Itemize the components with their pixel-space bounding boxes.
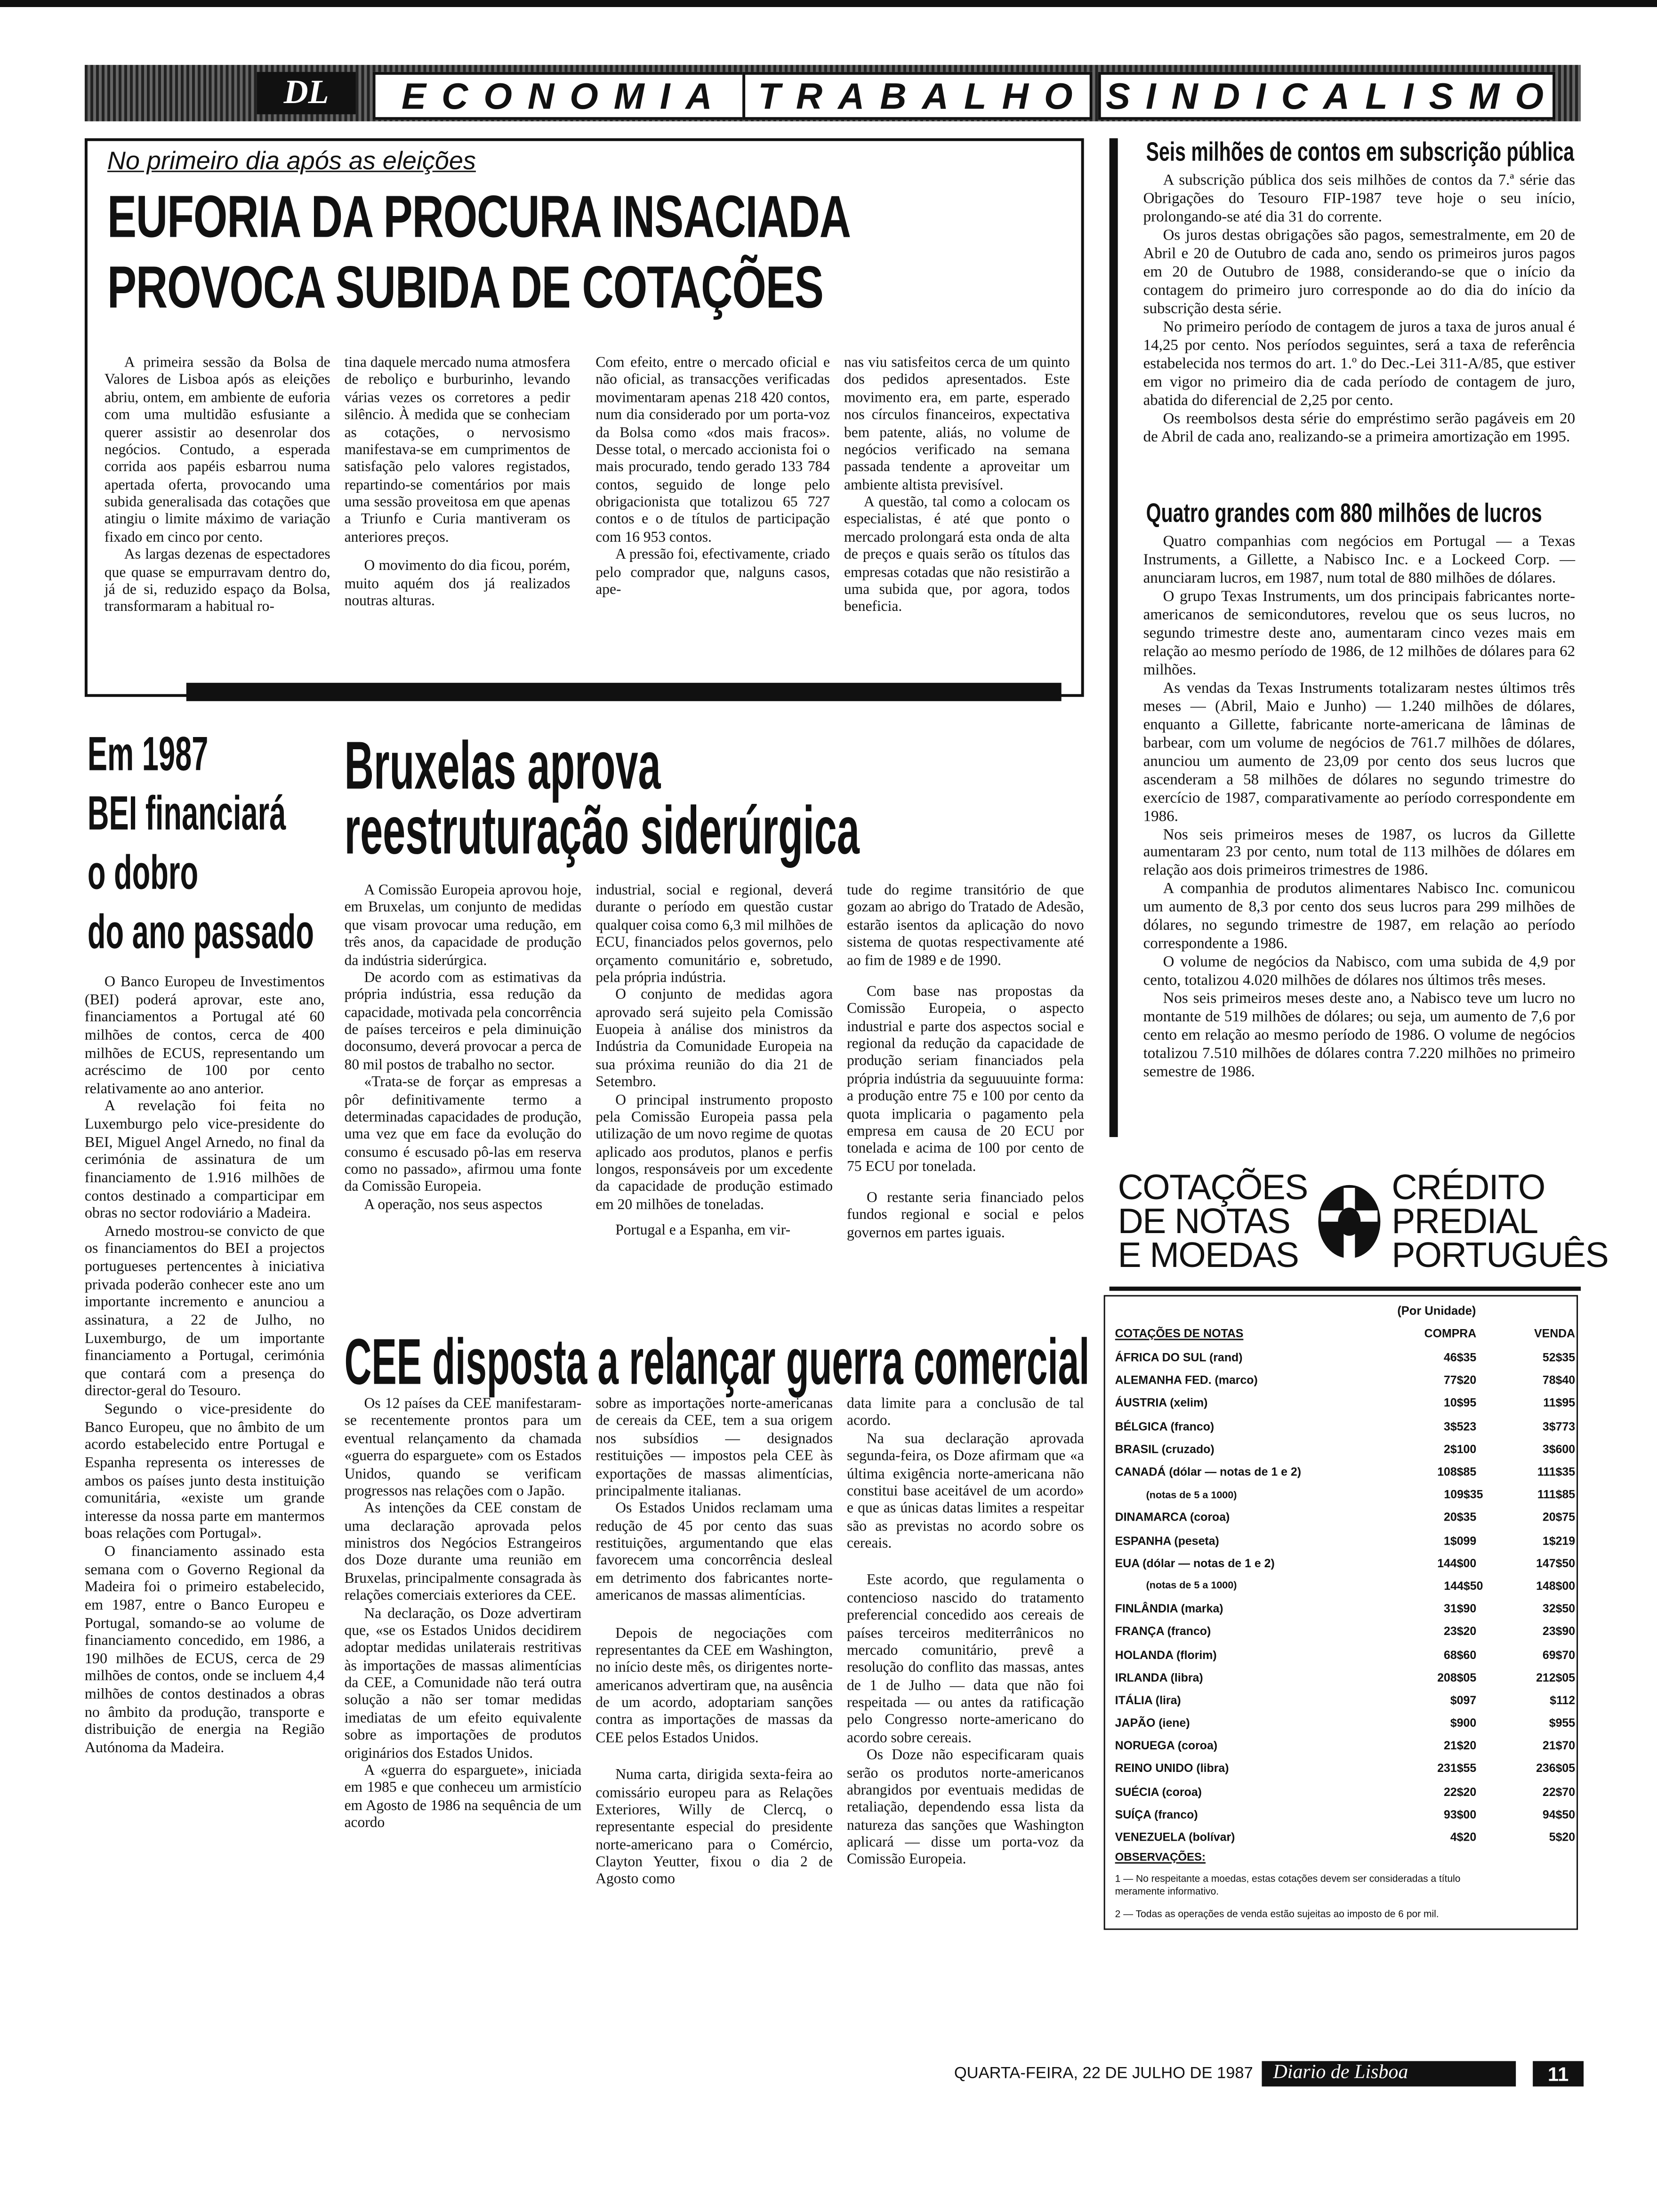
bei-p4: Segundo o vice-presidente do Banco Europeu, que no âmbito de um acordo estabelecido entre Portugal e Espanha representa os interesses de ambos os países junto desta instituição comunitária, «existe um grande interesse da nossa parte em mantermos boas relações com Portugal». [84, 1401, 325, 1543]
cee-col2-p2: Os Estados Unidos reclamam uma redução de 45 por cento das suas restituições, argumentando que elas favorecem uma concorrência desleal em detrimento dos fabricantes norte-americanos de massas alimentícias. [595, 1501, 833, 1604]
cpp-ad [1115, 1160, 1609, 1281]
rates-row-sell: 111$35 [1537, 1464, 1576, 1479]
rates-row-sell: 94$50 [1542, 1807, 1576, 1821]
bei-headline-1: Em 1987 [87, 728, 209, 782]
rates-row-name: CANADÁ (dólar — notas de 1 e 2) [1115, 1464, 1302, 1479]
bruxelas-col1-p3: «Trata-se de forçar as empresas a pôr definitivamente termo a determinadas capacidades de produção, uma vez que em face da evolução do consumo é escusado pô-las em reserva como no passado», afirmou uma fonte da Comissão Europeia. [344, 1075, 582, 1196]
quatro-p3: As vendas da Texas Instruments totalizaram nestes últimos três meses — (Abril, Maio e Junho) — 1.240 milhões de dólares, enquanto a Gillette, fabricante norte-americana de lâminas de barbear, com um volume de negócios de 761.7 milhões de dólares, anunciou um aumento de 23,09 por cento dos seus lucros que ascenderam a 58 milhões de dólares no segundo trimestre do exercício de 1987, comparativamente ao período correspondente em 1986. [1143, 680, 1576, 825]
rates-row [1115, 1780, 1575, 1803]
rates-row [1115, 1803, 1575, 1826]
bruxelas-col1-p1: A Comissão Europeia aprovou hoje, em Bruxelas, um conjunto de medidas que visam provocar uma redução, em três anos, da capacidade de produção da indústria siderúrgica. [344, 883, 582, 969]
rates-row-sell: 52$35 [1542, 1350, 1576, 1364]
lead-col2-p1: tina daquele mercado numa atmosfera de reboliço e burburinho, levando várias vezes os corretores a pedir silêncio. À medida que se conheciam as cotações, o nervosismo manifestava-se em cumprimentos de satisfação pelo valores registados, repartindo-se comentários por mais uma sessão proveitosa em que apenas a Triunfo e Curia mantiveram os anteriores preços. [344, 355, 571, 546]
rates-row-buy: 46$35 [1444, 1350, 1477, 1364]
rates-row-name: (notas de 5 a 1000) [1146, 1579, 1237, 1592]
cee-col3-p4: Os Doze não especificaram quais serão os produtos norte-americanos abrangidos por eventuais medidas de retaliação, dependendo essa lista da natureza das sanções que Washington aplicará — disse um porta-voz da Comissão Europeia. [846, 1748, 1084, 1868]
cee-col2-p4: Numa carta, dirigida sexta-feira ao comissário europeu para as Relações Exteriores, Willy de Clercq, o representante especial do presidente norte-americano para o Comércio, Clayton Yeutter, fixou o dia 2 de Agosto como [595, 1768, 833, 1888]
rates-row-sell: 3$773 [1542, 1419, 1576, 1433]
rates-row-name: EUA (dólar — notas de 1 e 2) [1115, 1555, 1275, 1570]
footer-page-number: 11 [1533, 2061, 1584, 2086]
bruxelas-col2-p3: O principal instrumento proposto pela Comissão Europeia passa pela utilização de um novo regime de quotas aplicado aos produtos, planos e perfis longos, responsáveis por um excedente da capacidade de produção estimado em 20 milhões de toneladas. [595, 1092, 833, 1213]
lead-bottom-bar [186, 683, 1062, 701]
cee-col3-p2: Na sua declaração aprovada segunda-feira, os Doze afirmam que «a última exigência norte-americana não constitui base aceitável de um acordo» e que as únicas datas limites a respeitar são as previstas no acordo sobre os cereais. [846, 1431, 1084, 1552]
bruxelas-col3-p2: Com base nas propostas da Comissão Europeia, o aspecto industrial e parte dos aspectos social e regional da redução da capacidade de produção seriam financiados pela própria indústria da seguuuuinte forma: a produção entre 75 e 100 por cento da quota implicaria o pagamento pela empresa em causa de 20 ECU por tonelada e acima de 100 por cento de 75 ECU por tonelada. [846, 984, 1084, 1175]
bruxelas-headline-2: reestruturação siderúrgica [344, 794, 860, 869]
cee-column-1 [345, 1397, 582, 1833]
rates-row-name: DINAMARCA (coroa) [1115, 1510, 1230, 1524]
subscricao-headline: Seis milhões de contos em subscrição pública [1146, 138, 1575, 168]
rates-row [1115, 1574, 1575, 1597]
rates-row-name: HOLANDA (florim) [1115, 1647, 1217, 1661]
rates-row [1115, 1529, 1575, 1552]
section-bar [85, 65, 1581, 121]
bruxelas-col2-p4: Portugal e a Espanha, em vir- [615, 1223, 791, 1239]
cee-col2-p3: Depois de negociações com representantes da CEE em Washington, no início deste mês, os dirigentes norte-americanos advertiram que, na ausência de um acordo, adoptariam sanções contra as importações de massas da CEE pelos Estados Unidos. [595, 1626, 833, 1747]
rates-row-name: ESPANHA (peseta) [1115, 1533, 1219, 1547]
rates-notes-title: OBSERVAÇÕES: [1115, 1851, 1206, 1864]
rates-row [1115, 1734, 1575, 1757]
lead-kicker: No primeiro dia após as eleições [107, 146, 476, 175]
rates-row-buy: 231$55 [1437, 1761, 1477, 1776]
rates-row-buy: 93$00 [1444, 1807, 1477, 1821]
rates-row-name: NORUEGA (coroa) [1115, 1738, 1218, 1753]
section-word-sindicalismo: SINDICALISMO [1098, 72, 1555, 120]
rates-row-buy: 3$523 [1444, 1419, 1477, 1433]
rates-row-sell: 78$40 [1542, 1373, 1576, 1387]
footer-paper-name: Diario de Lisboa [1262, 2061, 1516, 2086]
cee-col3-p3: Este acordo, que regulamenta o contencioso nascido do tratamento preferencial concedido aos cereais de países terceiros mediterrânicos no mercado comunitário, prevê a resolução do conflito das massas, antes de 1 de Julho — data que não foi respeitada — ou antes da ratificação pelo Congresso norte-americano do acordo sobre cereais. [846, 1573, 1084, 1747]
rates-row [1115, 1597, 1575, 1620]
ad-divider [1110, 1287, 1581, 1291]
rates-row-sell: 22$70 [1542, 1784, 1576, 1798]
rates-note-2: 2 — Todas as operações de venda estão sujeitas ao imposto de 6 por mil. [1115, 1909, 1439, 1920]
rates-row-buy: 108$85 [1437, 1464, 1477, 1479]
rates-header-row [1115, 1321, 1575, 1346]
rates-row [1115, 1483, 1575, 1506]
rates-row-buy: 23$20 [1444, 1624, 1477, 1639]
right-column-rule [1110, 138, 1118, 1137]
rates-row [1115, 1643, 1575, 1666]
lead-col4-p1: nas viu satisfeitos cerca de um quinto dos pedidos apresentados. Este movimento era, em parte, esperado nos círculos financeiros, expectativa bem patente, aliás, no volume de negócios verificado na semana passada tendente a aproveitar um ambiente altista previsível. [844, 355, 1070, 494]
rates-row-name: (notas de 5 a 1000) [1146, 1488, 1237, 1501]
bei-headline-3: o dobro [87, 846, 199, 900]
section-word-economia: ECONOMIA [373, 72, 746, 120]
subscricao-p3: No primeiro período de contagem de juros a taxa de juros anual é 14,25 por cento. Nos períodos seguintes, será a taxa de referência estabelecida nos termos do art. 1.º do Dec.-Lei 311-A/85, que estiver em vigor no primeiro dia de cada período de contagem de juro, abatida do diferencial de 2,25 por cento. [1143, 318, 1576, 409]
rates-row [1115, 1551, 1575, 1574]
rates-row-buy: 1$099 [1444, 1533, 1477, 1547]
rates-row-name: FRANÇA (franco) [1115, 1624, 1211, 1639]
rates-row-sell: 20$75 [1542, 1510, 1576, 1524]
rates-row-buy: 2$100 [1444, 1441, 1477, 1456]
rates-row [1115, 1826, 1575, 1849]
rates-row-sell: 5$20 [1549, 1829, 1576, 1844]
cee-headline: CEE disposta a relançar guerra comercial [344, 1324, 1090, 1398]
bruxelas-col2-p2: O conjunto de medidas agora aprovado será sujeito pela Comissão Euopeia à análise dos ministros da Indústria da Comunidade Europeia na sua próxima reunião do dia 21 de Setembro. [595, 987, 833, 1091]
ad-right-line3: PORTUGUÊS [1392, 1235, 1609, 1275]
rates-row [1115, 1757, 1575, 1780]
rates-row [1115, 1346, 1575, 1369]
rates-col-sell: VENDA [1534, 1326, 1576, 1340]
rates-row-buy: 31$90 [1444, 1601, 1477, 1616]
subscricao-p1: A subscrição pública dos seis milhões de contos da 7.ª série das Obrigações do Tesouro FIP-1987 teve hoje o seu início, prolongando-se até dia 31 do corrente. [1143, 172, 1576, 226]
quatro-p6: O volume de negócios da Nabisco, com uma subida de 4,9 por cento, totalizou 4.020 milhões de dólares nos últimos três meses. [1143, 954, 1576, 989]
quatro-p4: Nos seis primeiros meses de 1987, os lucros da Gillette aumentaram 23 por cento, num total de 113 milhões de dólares em relação aos dois primeiros trimestres de 1986. [1143, 826, 1576, 880]
rates-row-name: REINO UNIDO (libra) [1115, 1761, 1229, 1776]
rates-row-name: VENEZUELA (bolívar) [1115, 1829, 1235, 1844]
rates-row-buy: 21$20 [1444, 1738, 1477, 1753]
cee-col3-p1: data limite para a conclusão de tal acordo. [846, 1396, 1084, 1430]
section-word-trabalho: TRABALHO [742, 72, 1093, 120]
rates-row-sell: 212$05 [1536, 1670, 1576, 1684]
bruxelas-col1-p4: A operação, nos seus aspectos [364, 1197, 543, 1213]
bei-body [85, 973, 325, 1757]
bruxelas-column-3 [847, 883, 1084, 1243]
lead-col3-p1: Com efeito, entre o mercado oficial e não oficial, as transacções verificadas movimentaram apenas 218 420 contos, num dia considerado por um porta-voz da Bolsa como «dos mais fracos». Desse total, o mercado accionista foi o mais procurado, tendo gerado 133 784 contos, seguido de longe pelo obrigacionista que totalizou 65 727 contos e o de títulos de participação com 16 953 contos. [595, 355, 830, 546]
rates-row-sell: 32$50 [1542, 1601, 1576, 1616]
cee-col2-p1: sobre as importações norte-americanas de cereais da CEE, tem a sua origem nos subsídios — designados restituições — impostos pela CEE às exportações de massas alimentícias, principalmente italianas. [595, 1396, 833, 1499]
rates-row-sell: 147$50 [1536, 1555, 1576, 1570]
rates-row-sell: 3$600 [1542, 1441, 1576, 1456]
bei-headline-4: do ano passado [87, 906, 314, 960]
bruxelas-col1-p2: De acordo com as estimativas da própria indústria, essa redução da capacidade, motivada pela concorrência de países terceiros e pela diminuição doconsumo, deverá provocar a perca de 80 mil postos de trabalho no sector. [344, 970, 582, 1074]
cee-column-3 [847, 1397, 1084, 1870]
quatro-p5: A companhia de produtos alimentares Nabisco Inc. comunicou um aumento de 8,3 por cento dos seus lucros para 299 milhões de dólares, no segundo trimestre de 1987, em relação ao período correspondente a 1986. [1143, 881, 1576, 953]
rates-row [1115, 1506, 1575, 1529]
rates-note-1: 1 — No respeitante a moedas, estas cotações devem ser consideradas a título meramente informativo. [1115, 1875, 1461, 1899]
rates-per-unit: (Por Unidade) [1397, 1303, 1476, 1318]
rates-col-name: COTAÇÕES DE NOTAS [1115, 1326, 1244, 1340]
rates-row-sell: 21$70 [1542, 1738, 1576, 1753]
footer-date: QUARTA-FEIRA, 22 DE JULHO DE 1987 [954, 2065, 1253, 2083]
rates-row-sell: 1$219 [1542, 1533, 1576, 1547]
cpp-logo-icon [1312, 1179, 1386, 1273]
quatro-body [1143, 533, 1575, 1082]
cee-col1-p4: A «guerra do esparguete», iniciada em 1985 e que conheceu um armistício em Agosto de 1986 na sequência de um acordo [344, 1763, 582, 1831]
rates-row-name: SUÉCIA (coroa) [1115, 1784, 1202, 1798]
rates-row-buy: 22$20 [1444, 1784, 1477, 1798]
rates-row [1115, 1437, 1575, 1460]
rates-row [1115, 1620, 1575, 1643]
bruxelas-headline-1: Bruxelas aprova [344, 729, 661, 804]
rates-row-buy: 4$20 [1450, 1829, 1477, 1844]
ad-left-line2: DE NOTAS [1118, 1202, 1290, 1242]
bei-headline-2: BEI financiará [87, 787, 286, 841]
rates-row-buy: 144$00 [1437, 1555, 1477, 1570]
rates-row-name: ALEMANHA FED. (marco) [1115, 1373, 1258, 1387]
bruxelas-col2-p1: industrial, social e regional, deverá durante o período em questão custar qualquer coisa como 6,3 mil milhões de ECU, financiados pelos governos, pelo orçamento comunitário e, sobretudo, pela própria indústria. [595, 883, 833, 986]
ad-right-line1: CRÉDITO [1392, 1168, 1545, 1208]
rates-row [1115, 1414, 1575, 1437]
rates-row-buy: $097 [1450, 1692, 1477, 1707]
lead-column-1 [105, 355, 330, 617]
rates-row [1115, 1392, 1575, 1415]
rates-row-buy: 77$20 [1444, 1373, 1477, 1387]
rates-row-sell: 69$70 [1542, 1647, 1576, 1661]
lead-col1-p1: A primeira sessão da Bolsa de Valores de Lisboa após as eleições abriu, ontem, em ambiente de euforia com uma multidão esfusiante a querer assistir ao desenrolar dos negócios. Contudo, a esperada corrida aos papéis esbarrou numa apertada oferta, provocando uma subida generalisada das cotações que atingiu o limite máximo de variação fixado em cinco por cento. [104, 355, 330, 546]
rates-row-buy: $900 [1450, 1715, 1477, 1730]
bei-p2: A revelação foi feita no Luxemburgo pelo vice-presidente do BEI, Miguel Angel Arnedo, no final da cerimónia de assinatura de um financiamento de 1.916 milhões de contos destinado a comparticipar em obras no sector rodoviário a Madeira. [84, 1098, 325, 1222]
rates-row-buy: 109$35 [1444, 1487, 1483, 1501]
rates-row [1115, 1688, 1575, 1711]
rates-row-name: FINLÂNDIA (marka) [1115, 1601, 1223, 1616]
rates-row [1115, 1369, 1575, 1392]
rates-row [1115, 1460, 1575, 1483]
rates-row-sell: 111$85 [1537, 1487, 1576, 1501]
rates-row-buy: 10$95 [1444, 1395, 1477, 1410]
rates-row-sell: $112 [1550, 1692, 1576, 1707]
rates-col-buy: COMPRA [1424, 1326, 1477, 1340]
rates-row [1115, 1666, 1575, 1689]
ad-left-line1: COTAÇÕES [1118, 1168, 1308, 1208]
bruxelas-col3-p1: tude do regime transitório de que gozam ao abrigo do Tratado de Adesão, estarão isentos da aplicação do novo sistema de quotas respectivamente até ao fim de 1989 e de 1990. [846, 883, 1084, 969]
cee-col1-p1: Os 12 países da CEE manifestaram-se recentemente prontos para um eventual relançamento da chamada «guerra do esparguete» com os Estados Unidos, quando se verificam progressos nas relações com o Japão. [344, 1396, 582, 1499]
lead-column-4 [844, 355, 1070, 617]
rates-row-buy: 20$35 [1444, 1510, 1477, 1524]
rates-row-buy: 144$50 [1444, 1579, 1483, 1593]
rates-notes [1115, 1851, 1567, 1921]
subscricao-body [1143, 172, 1575, 447]
lead-headline-line2: PROVOCA SUBIDA DE COTAÇÕES [107, 254, 823, 321]
rates-row-name: SUÍÇA (franco) [1115, 1807, 1198, 1821]
rates-row-sell: $955 [1549, 1715, 1576, 1730]
rates-table [1115, 1321, 1575, 1848]
subscricao-p4: Os reembolsos desta série do empréstimo serão pagáveis em 20 de Abril de cada ano, realizando-se a primeira amortização em 1995. [1143, 410, 1576, 445]
lead-headline-line1: EUFORIA DA PROCURA INSACIADA [107, 183, 851, 250]
bruxelas-col3-p3: O restante seria financiado pelos fundos regional e social e pelos governos em partes iguais. [846, 1190, 1084, 1242]
section-logo: DL [257, 72, 356, 114]
lead-col3-p2: A pressão foi, efectivamente, criado pelo comprador que, nalguns casos, ape- [595, 547, 830, 598]
ad-right-line2: PREDIAL [1392, 1202, 1538, 1242]
top-rule [0, 0, 1657, 7]
rates-row-name: ÁFRICA DO SUL (rand) [1115, 1350, 1243, 1364]
rates-row-sell: 23$90 [1542, 1624, 1576, 1639]
bruxelas-column-1 [345, 883, 582, 1215]
rates-row-name: ÁUSTRIA (xelim) [1115, 1395, 1208, 1410]
lead-col4-p2: A questão, tal como a colocam os especialistas, é até que ponto o mercado prolongará esta onda de alta de preços e quais serão os títulos das empresas cotadas que não resistirão a uma subida que, por agora, todos beneficia. [844, 495, 1070, 616]
quatro-p1: Quatro companhias com negócios em Portugal — a Texas Instruments, a Gillette, a Nabisco Inc. e a Lockeed Corp. — anunciaram lucros, em 1987, num total de 880 milhões de dólares. [1143, 533, 1576, 587]
rates-row-name: ITÁLIA (lira) [1115, 1692, 1181, 1707]
lead-column-3 [595, 355, 830, 600]
rates-row-name: IRLANDA (libra) [1115, 1670, 1203, 1684]
cee-col1-p2: As intenções da CEE constam de uma declaração aprovada pelos ministros dos Negócios Estrangeiros dos Doze durante uma reunião em Bruxelas, principalmente consagrada às relações comerciais exteriores da CEE. [344, 1501, 582, 1604]
rates-row [1115, 1711, 1575, 1734]
lead-column-2 [345, 355, 571, 611]
cee-column-2 [595, 1397, 833, 1890]
rates-row-sell: 236$05 [1536, 1761, 1576, 1776]
ad-left-line3: E MOEDAS [1118, 1235, 1299, 1275]
rates-row-sell: 148$00 [1536, 1579, 1576, 1593]
lead-col1-p2: As largas dezenas de espectadores que quase se empurravam dentro do, já de si, reduzido espaço da Bolsa, transformaram a habitual ro- [104, 547, 330, 616]
rates-row-buy: 208$05 [1437, 1670, 1477, 1684]
rates-row-name: JAPÃO (iene) [1115, 1715, 1190, 1730]
bei-p5: O financiamento assinado esta semana com o Governo Regional da Madeira foi o primeiro estabelecido, em 1987, entre o Banco Europeu e Portugal, somando-se ao volume de financiamento concedido, em 1986, a 190 milhões de ECUS, cerca de 29 milhões de contos, onde se incluem 4,4 milhões de contos destinados a obras no âmbito da produção, transporte e distribuição de energia na Região Autónoma da Madeira. [84, 1543, 325, 1756]
rates-row-buy: 68$60 [1444, 1647, 1477, 1661]
bei-p1: O Banco Europeu de Investimentos (BEI) poderá aprovar, este ano, financiamentos a Portugal até 60 milhões de contos, cerca de 400 milhões de ECUS, representando um acréscimo de 100 por cento relativamente ao ano anterior. [84, 973, 325, 1098]
subscricao-p2: Os juros destas obrigações são pagos, semestralmente, em 20 de Abril e 20 de Outubro de cada ano, sendo os primeiros juros pagos em 20 de Outubro de 1988, considerando-se que o início da contagem do primeiro juro corresponde ao do dia do início da subscrição desta série. [1143, 227, 1576, 317]
quatro-headline: Quatro grandes com 880 milhões de lucros [1146, 499, 1542, 529]
rates-rows [1115, 1346, 1575, 1848]
rates-row-sell: 11$95 [1543, 1395, 1576, 1410]
rates-row-name: BÉLGICA (franco) [1115, 1419, 1215, 1433]
rates-row-name: BRASIL (cruzado) [1115, 1441, 1215, 1456]
quatro-p2: O grupo Texas Instruments, um dos principais fabricantes norte-americanos de semicondutores, revelou que os seus lucros, no segundo trimestre deste ano, aumentaram cinco vezes mais em relação ao mesmo período de 1986, de 12 milhões de dólares para 62 milhões. [1143, 588, 1576, 679]
cee-col1-p3: Na declaração, os Doze advertiram que, «se os Estados Unidos decidirem adoptar medidas unilaterais restritivas às importações de massas alimentícias da CEE, a Comunidade não terá outra solução a não ser tomar medidas imediatas de um efeito equivalente sobre as importações de produtos originários dos Estados Unidos. [344, 1606, 582, 1762]
lead-col2-p2: O movimento do dia ficou, porém, muito aquém dos já realizados noutras alturas. [344, 559, 571, 609]
bei-p3: Arnedo mostrou-se convicto de que os financiamentos do BEI a projectos portugueses pertencentes à iniciativa privada poderão conhecer este ano um importante incremento e anunciou a assinatura, a 22 de Julho, no Luxemburgo, de um importante financiamento a Portugal, cerimónia que contará com a presença do director-geral do Tesouro. [84, 1223, 325, 1400]
bruxelas-column-2 [595, 883, 833, 1241]
quatro-p7: Nos seis primeiros meses deste ano, a Nabisco teve um lucro no montante de 519 milhões de dólares; ou seja, um aumento de 7,6 por cento em relação ao mesmo período de 1986. O volume de negócios totalizou 7.510 milhões de dólares contra 7.220 milhões no primeiro semestre de 1986. [1143, 990, 1576, 1081]
